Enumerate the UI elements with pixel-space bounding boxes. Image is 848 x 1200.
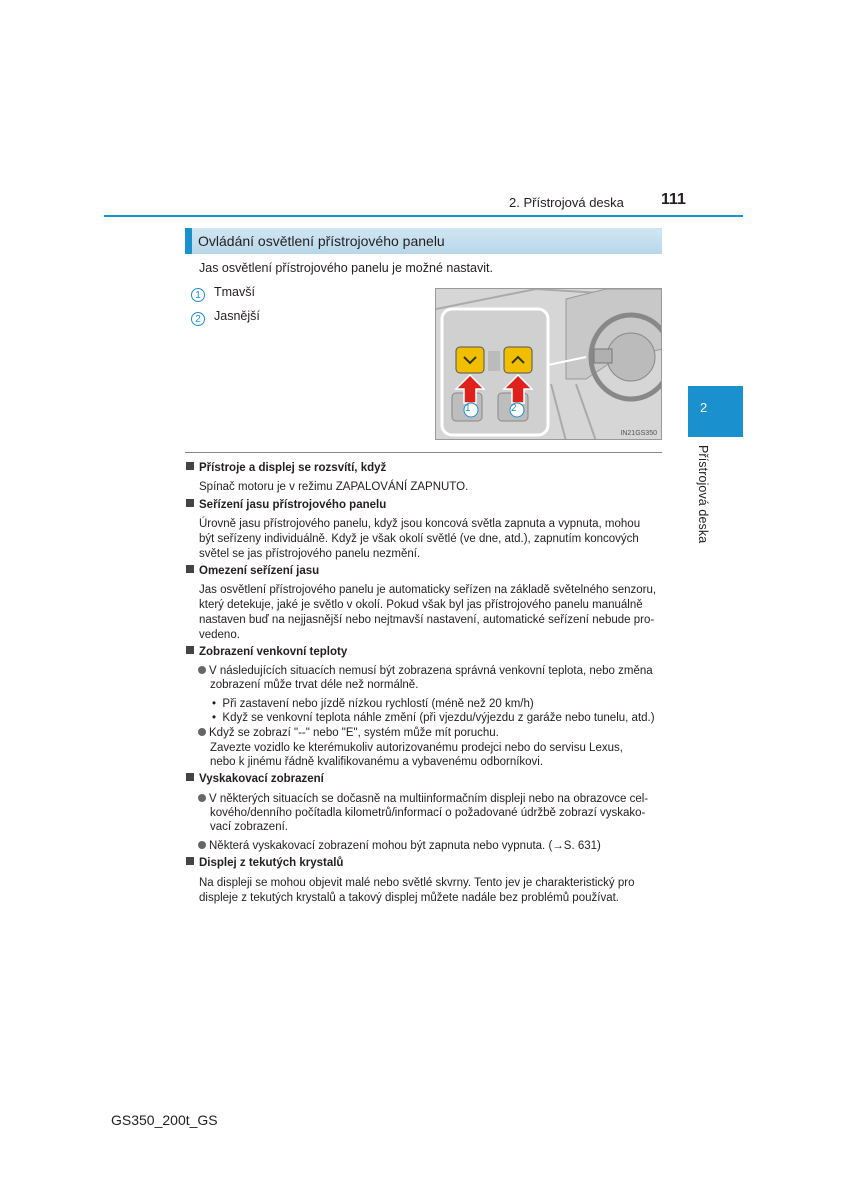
paragraph-3-line-2: který detekuje, jaké je světlo v okolí. Pokud však byl jas přístrojového panelu manuálně bbox=[199, 599, 643, 611]
illustration-code: IN21GS350 bbox=[620, 430, 657, 437]
paragraph-3-line-1: Jas osvětlení přístrojového panelu je automaticky seřízen na základě světelného senzoru, bbox=[199, 584, 657, 596]
section-title: Ovládání osvětlení přístrojového panelu bbox=[198, 233, 445, 249]
bullet-5-1-line-3: vací zobrazení. bbox=[210, 821, 288, 833]
bullet-4-2-line-3: nebo k jinému řádně kvalifikovanému a vybavenému odborníkovi. bbox=[210, 756, 544, 768]
callout-label-1: Tmavší bbox=[214, 285, 255, 299]
header-rule bbox=[104, 215, 743, 217]
bullet-5-1-line-2: kového/denního počítadla kilometrů/informací o požadované údržbě zobrazí vyskako- bbox=[210, 807, 646, 819]
chapter-tab bbox=[688, 386, 743, 437]
bullet-5-2: Některá vyskakovací zobrazení mohou být zapnuta nebo vypnuta. (→S. 631) bbox=[198, 839, 601, 854]
paragraph-1: Spínač motoru je v režimu ZAPALOVÁNÍ ZAPNUTO. bbox=[199, 481, 469, 493]
round-bullet-icon bbox=[198, 841, 206, 849]
square-bullet-icon bbox=[186, 499, 194, 507]
paragraph-3-line-3: nastaven buď na nejjasnější nebo nejtmavší nastavení, automatické seřízení nebude pro- bbox=[199, 614, 655, 626]
round-bullet-icon bbox=[198, 794, 206, 802]
illustration-marker-1: 1 bbox=[465, 403, 471, 414]
illustration-marker-2: 2 bbox=[511, 403, 517, 414]
paragraph-6-line-1: Na displeji se mohou objevit malé nebo světlé skvrny. Tento jev je charakteristický pro bbox=[199, 877, 635, 889]
subheading-2: Seřízení jasu přístrojového panelu bbox=[186, 499, 386, 511]
bullet-4-1-line-2: zobrazení může trvat déle než normálně. bbox=[210, 679, 419, 691]
subheading-1: Přístroje a displej se rozsvítí, když bbox=[186, 462, 386, 474]
small-dot-icon: • bbox=[212, 712, 223, 724]
paragraph-2-line-1: Úrovně jasu přístrojového panelu, když jsou koncová světla zapnuta a vypnuta, mohou bbox=[199, 518, 641, 530]
bullet-4-2-line-1: Když se zobrazí "--" nebo "E", systém může mít poruchu. bbox=[198, 726, 499, 741]
callout-2 bbox=[191, 309, 205, 327]
subheading-5: Vyskakovací zobrazení bbox=[186, 773, 324, 785]
square-bullet-icon bbox=[186, 646, 194, 654]
round-bullet-icon bbox=[198, 728, 206, 736]
paragraph-2-line-3: světel se jas přístrojového panelu nezmění. bbox=[199, 548, 421, 560]
separator-line bbox=[185, 452, 662, 453]
square-bullet-icon bbox=[186, 773, 194, 781]
square-bullet-icon bbox=[186, 462, 194, 470]
footer-model-code: GS350_200t_GS bbox=[111, 1112, 218, 1128]
chapter-tab-label: Přístrojová deska bbox=[696, 445, 710, 544]
callout-label-2: Jasnější bbox=[214, 309, 260, 323]
square-bullet-icon bbox=[186, 857, 194, 865]
subheading-3: Omezení seřízení jasu bbox=[186, 565, 319, 577]
chapter-tab-number: 2 bbox=[700, 400, 708, 415]
subheading-4: Zobrazení venkovní teploty bbox=[186, 646, 347, 658]
dashboard-illustration bbox=[435, 288, 662, 440]
bullet-4-1-line-1: V následujících situacích nemusí být zobrazena správná venkovní teplota, nebo změna bbox=[198, 664, 653, 679]
small-dot-icon: • bbox=[212, 698, 223, 710]
intro-text: Jas osvětlení přístrojového panelu je možné nastavit. bbox=[199, 261, 493, 275]
dashboard-drawing bbox=[436, 289, 662, 440]
bullet-4-2-line-2: Zavezte vozidlo ke kterémukoliv autorizovanému prodejci nebo do servisu Lexus, bbox=[210, 742, 623, 754]
round-bullet-icon bbox=[198, 666, 206, 674]
square-bullet-icon bbox=[186, 565, 194, 573]
paragraph-2-line-2: být seřízeny individuálně. Když je však okolí světlé (ve dne, atd.), zapnutím koncových bbox=[199, 533, 639, 545]
callout-1 bbox=[191, 285, 205, 303]
paragraph-6-line-2: displeje z tekutých krystalů a takový displej můžete nadále bez problémů používat. bbox=[199, 892, 619, 904]
sub-bullet-4-2: • Když se venkovní teplota náhle změní (při vjezdu/výjezdu z garáže nebo tunelu, atd.) bbox=[212, 712, 655, 724]
sub-bullet-4-1: • Při zastavení nebo jízdě nízkou rychlostí (méně než 20 km/h) bbox=[212, 698, 534, 710]
paragraph-3-line-4: vedeno. bbox=[199, 629, 240, 641]
callout-number-1: 1 bbox=[191, 288, 205, 302]
subheading-6: Displej z tekutých krystalů bbox=[186, 857, 343, 869]
callout-number-2: 2 bbox=[191, 312, 205, 326]
running-header-section: 2. Přístrojová deska bbox=[509, 195, 624, 210]
bullet-5-1-line-1: V některých situacích se dočasně na multiinformačním displeji nebo na obrazovce cel- bbox=[198, 792, 648, 807]
page-number: 111 bbox=[661, 191, 686, 208]
